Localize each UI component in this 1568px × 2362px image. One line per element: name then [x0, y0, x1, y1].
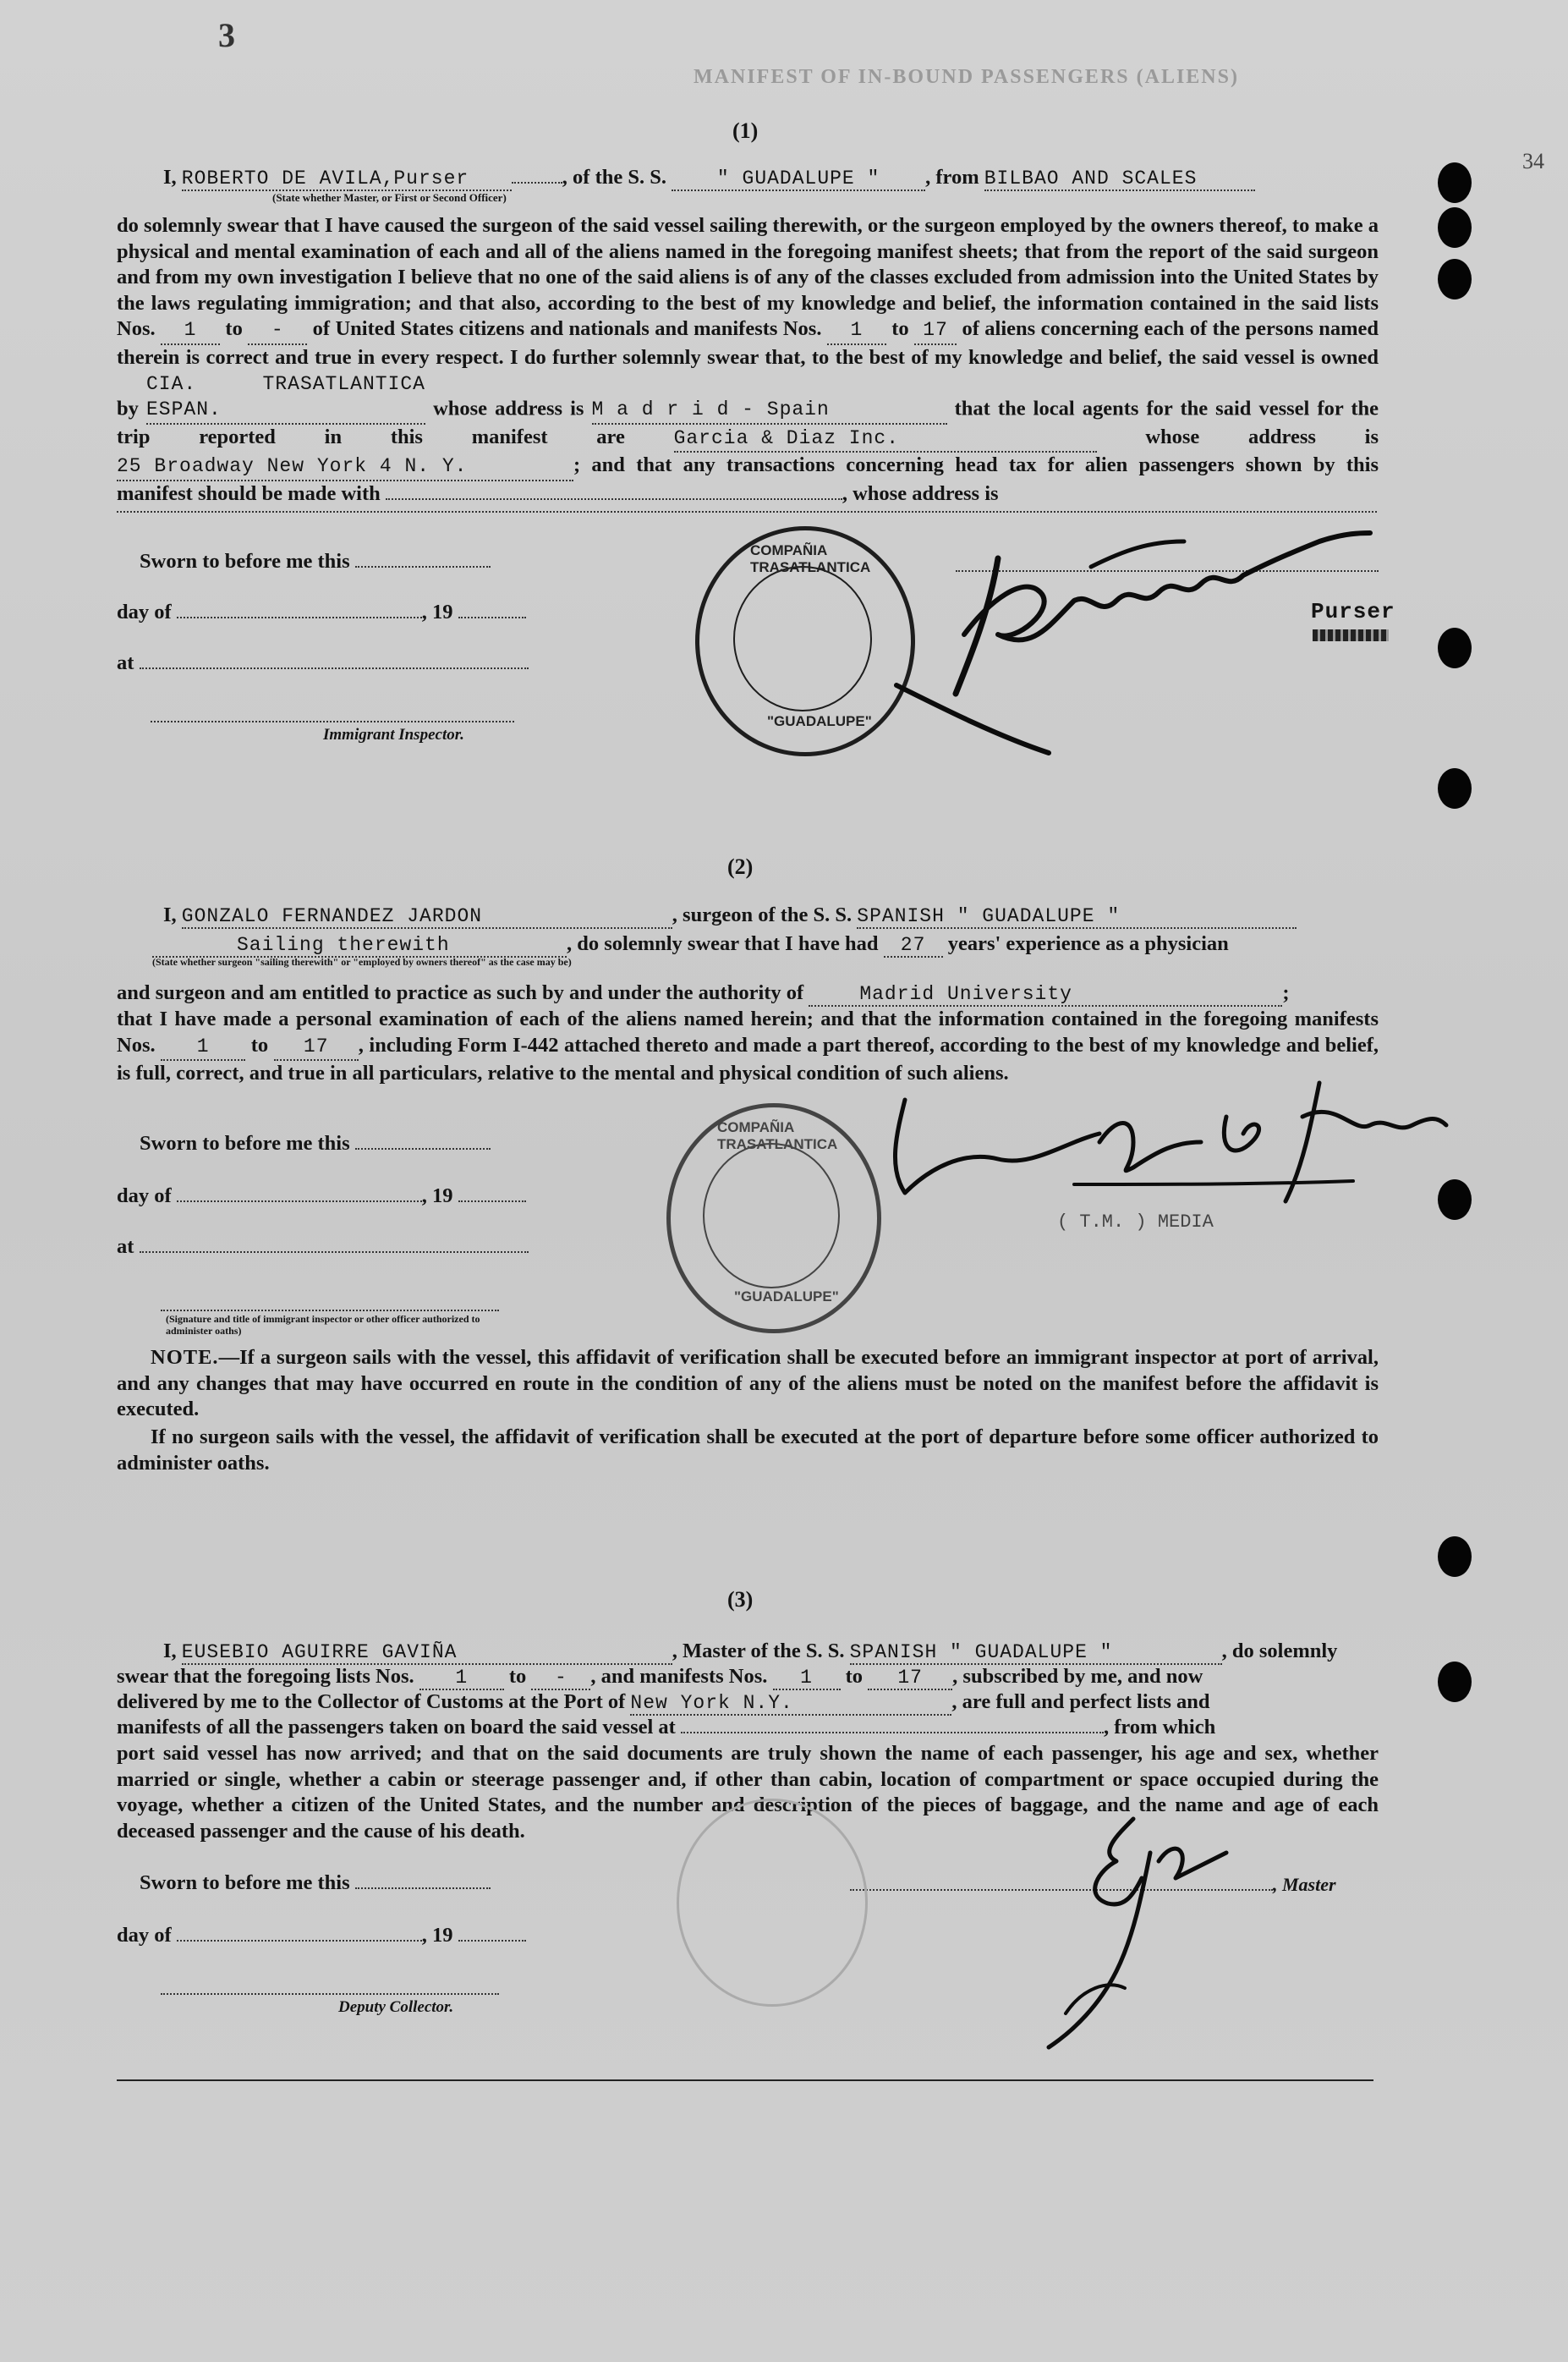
officer-signature-line: [161, 1310, 499, 1311]
punch-hole: [1438, 768, 1472, 809]
at-label: at: [117, 1235, 134, 1258]
authority-name: Madrid University: [809, 983, 1282, 1007]
manifests-to-3: 17: [868, 1667, 952, 1690]
bottom-rule: [117, 2079, 1373, 2081]
immigrant-inspector-label: Immigrant Inspector.: [323, 726, 464, 744]
punch-hole: [1438, 1662, 1472, 1702]
from-label: , from: [925, 166, 979, 189]
from-port: BILBAO AND SCALES: [984, 168, 1255, 191]
lists-from-3: 1: [419, 1667, 504, 1690]
stamp-text-top: COMPAÑIA TRASATLANTICA: [717, 1119, 838, 1152]
officer-name: ROBERTO DE AVILA,: [181, 168, 395, 190]
inspector-signature-line: [151, 721, 514, 722]
port-of-arrival: New York N.Y.: [630, 1692, 951, 1716]
sailing-status: Sailing therewith: [152, 934, 567, 958]
section-1-oath-line: [163, 166, 1255, 191]
surgeon-vessel: SPANISH " GUADALUPE ": [857, 905, 1297, 929]
vessel-name: " GUADALUPE ": [672, 168, 925, 191]
note-paragraph-2: If no surgeon sails with the vessel, the affidavit of verification shall be executed at the port of departure before some officer authorized to administer oaths.: [117, 1425, 1379, 1475]
whose-address-label: whose address is: [1145, 425, 1379, 448]
lists-to: -: [248, 317, 307, 345]
oath-text-e: ; and that any transactions concerning head tax for alien passengers shown by this manifest should be made with: [117, 453, 1379, 505]
note-text: —If a surgeon sails with the vessel, this affidavit of verification shall be executed before an immigrant inspector at port of arrival, and any changes that may have occurred en route in the condition of any of the aliens must be noted on the manifest before the affidavit is executed.: [117, 1346, 1379, 1421]
at-line-2: [117, 1235, 529, 1259]
oath-text-d: that the local agents for the said vessel for the trip reported in this manifest are: [117, 397, 1379, 448]
authority-line: and surgeon and am entitled to practice as such by and under the authority of Madrid University ;: [117, 981, 1290, 1005]
manifests-all-text: manifests of all the passengers taken on board the said vessel at: [117, 1716, 676, 1739]
stamp-text-bottom: "GUADALUPE": [767, 713, 872, 729]
punch-hole: [1438, 1536, 1472, 1577]
oath-text-f: , whose address is: [842, 481, 999, 505]
local-agents: Garcia & Diaz Inc.: [674, 426, 1097, 453]
condition-text: , including Form I-442 attached thereto and made a part thereof, according to the best of my knowledge and belief, is full, correct, and true in all particulars, relative to the mental and physical condition of such aliens.: [117, 1033, 1379, 1085]
day-line-2: [117, 1184, 526, 1208]
manifests-to-2: 17: [274, 1034, 359, 1062]
deputy-collector-label: Deputy Collector.: [338, 1998, 454, 2016]
lists-line: [117, 1665, 1203, 1690]
day-of-label: day of: [117, 601, 172, 623]
port-line: [117, 1690, 1210, 1716]
sworn-line-1: [140, 550, 491, 574]
punch-hole: [1438, 162, 1472, 203]
owner-address: M a d r i d - Spain: [592, 397, 947, 425]
surgeon-signature: [880, 1066, 1455, 1218]
years-experience: 27: [884, 934, 943, 958]
day-line-1: [117, 601, 526, 624]
surgeon-label: , surgeon of the S. S.: [672, 904, 853, 926]
delivered-text: delivered by me to the Collector of Customs at the Port of: [117, 1690, 626, 1713]
master-title: , Master: [1273, 1874, 1336, 1895]
surgeon-name: GONZALO FERNANDEZ JARDON: [182, 905, 672, 929]
year-label: , 19: [421, 1924, 453, 1947]
manifests-from: 1: [827, 317, 886, 345]
sworn-line-3: [140, 1871, 491, 1895]
day-of-label: day of: [117, 1184, 172, 1207]
stamp-text-top: COMPAÑIA TRASATLANTICA: [750, 542, 871, 575]
i-label: I,: [163, 166, 177, 189]
state-note-2: (State whether surgeon "sailing therewith" or "employed by owners thereof" as the case may be): [152, 956, 572, 968]
address-label: whose address is: [433, 397, 584, 420]
master-vessel: SPANISH " GUADALUPE ": [850, 1641, 1222, 1665]
subscribed-text: , subscribed by me, and now: [952, 1665, 1203, 1688]
section-2-oath-line: [163, 904, 1297, 929]
section-3-oath-line: [163, 1640, 1337, 1665]
purser-title: Purser: [1311, 599, 1395, 624]
sailing-line: [152, 932, 1229, 958]
master-signature: [1032, 1802, 1252, 2056]
year-label: , 19: [421, 1184, 453, 1207]
faint-typed-text: ( T.M. ) MEDIA: [1057, 1211, 1214, 1233]
day-of-label: day of: [117, 1924, 172, 1947]
punch-hole: [1438, 259, 1472, 299]
swear-text: , do solemnly swear that I have had: [567, 932, 879, 955]
lists-to-3: -: [531, 1667, 590, 1690]
signature-note: (Signature and title of immigrant inspector or other officer authorized to administer oaths): [166, 1313, 480, 1337]
manifests-from-3: 1: [773, 1667, 841, 1690]
to-label: to: [845, 1665, 863, 1688]
faint-seal-stamp: [677, 1799, 868, 2007]
lists-from: 1: [161, 317, 220, 345]
faint-header: MANIFEST OF IN-BOUND PASSENGERS (ALIENS): [694, 66, 1239, 88]
sworn-label: Sworn to before me this: [140, 550, 350, 573]
day-line-3: [117, 1924, 526, 1947]
solemnly-label: , do solemnly: [1221, 1640, 1338, 1662]
year-label: , 19: [421, 601, 453, 623]
full-perfect-text: , are full and perfect lists and: [951, 1690, 1210, 1713]
at-label: at: [117, 651, 134, 674]
state-note: (State whether Master, or First or Second Officer): [272, 191, 507, 204]
i-label: I,: [163, 1640, 177, 1662]
sworn-line-2: [140, 1132, 491, 1156]
from-which-text: , from which: [1103, 1716, 1216, 1739]
i-label: I,: [163, 904, 177, 926]
examination-text: that I have made a personal examination of each of the aliens named herein; and that the information contained in the foregoing manifests Nos.: [117, 1008, 1379, 1057]
page-mark: 3: [218, 16, 235, 54]
years-text: years' experience as a physician: [947, 932, 1229, 955]
manifests-from-2: 1: [161, 1034, 245, 1062]
agent-address: 25 Broadway New York 4 N. Y.: [117, 453, 573, 481]
sworn-label: Sworn to before me this: [140, 1871, 350, 1894]
oath-text-b: of United States citizens and nationals and manifests Nos.: [312, 317, 822, 341]
margin-mark: 34: [1522, 149, 1544, 173]
vessel-owner: CIA. TRASATLANTICA ESPAN.: [146, 371, 425, 425]
departure-line: [117, 1716, 1215, 1739]
purser-signature: [846, 508, 1387, 778]
section-1-number: (1): [732, 118, 759, 143]
punch-hole: [1438, 628, 1472, 668]
punch-hole: [1438, 207, 1472, 248]
authority-text: and surgeon and am entitled to practice as such by and under the authority of: [117, 981, 804, 1004]
stamp-text-bottom: "GUADALUPE": [734, 1288, 839, 1305]
manifests-to: 17: [914, 317, 957, 345]
master-label: , Master of the S. S.: [672, 1640, 845, 1662]
sworn-label: Sworn to before me this: [140, 1132, 350, 1155]
at-line-1: [117, 651, 529, 675]
to-label: to: [225, 317, 243, 341]
section-3-body: port said vessel has now arrived; and that on the said documents are truly shown the name of each passenger, his age and sex, whether married or single, whether a cabin or steerage passenger and, if other than cabin, location of compartment or space occupied during the voyage, whether a citizen of the United States, and the number and description of the pieces of baggage, and the name and age of each deceased passenger and the cause of his death.: [117, 1742, 1379, 1843]
section-2-number: (2): [727, 854, 754, 879]
oath-text-a: do solemnly swear that I have caused the surgeon of the said vessel sailing therewith, or the surgeon employed by the owners thereof, to make a physical and mental examination of each and all of the aliens named in the foregoing manifest sheets; that from the report of the said surgeon and from my own investigation I believe that no one of the said aliens is of any of the classes excluded from admission into the United States by the laws regulating immigration; and that also, according to the best of my knowledge and belief, the information contained in the said lists Nos.: [117, 214, 1379, 341]
oath-text-c: of aliens concerning each of the persons named therein is correct and true in every respect. I do further solemnly swear that, to the best of my knowledge and belief, the said vessel is owned by: [117, 317, 1379, 420]
note-paragraph: [117, 1345, 1379, 1423]
section-3-number: (3): [727, 1587, 754, 1612]
to-label: to: [250, 1033, 269, 1057]
master-name: EUSEBIO AGUIRRE GAVIÑA: [182, 1641, 672, 1665]
collector-signature-line: [161, 1993, 499, 1995]
to-label: to: [508, 1665, 527, 1688]
company-seal-stamp: [666, 1103, 881, 1333]
note-label: NOTE.: [151, 1346, 219, 1369]
to-label: to: [891, 317, 909, 341]
swear-text: swear that the foregoing lists Nos.: [117, 1665, 414, 1688]
officer-rank: Purser: [351, 168, 512, 191]
section-1-body: [117, 213, 1379, 508]
manifests-label: , and manifests Nos.: [590, 1665, 768, 1688]
ss-label: , of the S. S.: [562, 166, 666, 189]
